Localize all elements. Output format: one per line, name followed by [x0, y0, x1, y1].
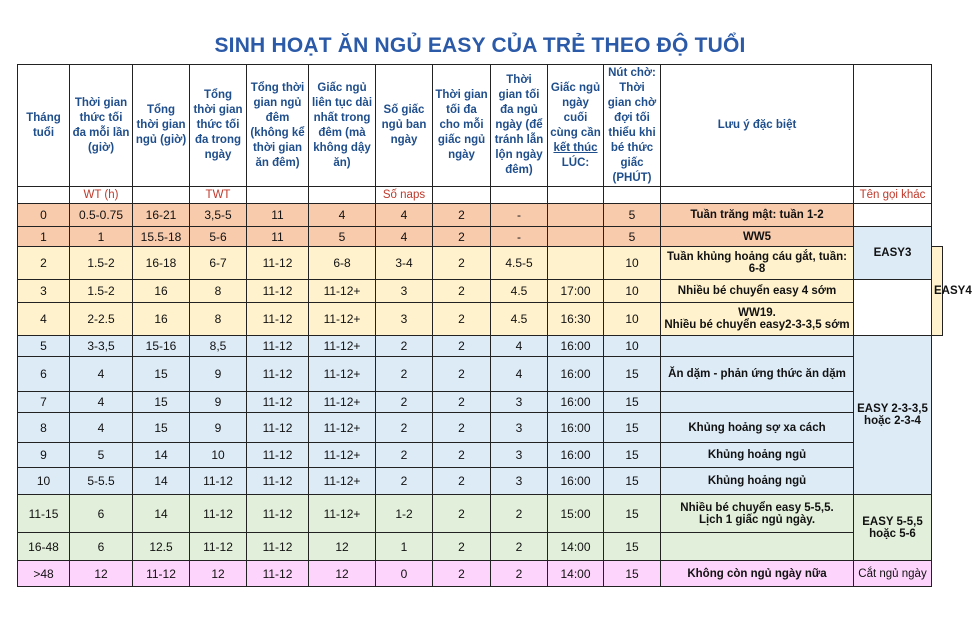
cell-alias-group: EASY4 — [932, 247, 943, 336]
cell-maxnap: 2 — [433, 280, 491, 303]
cell-twt: 8 — [190, 280, 247, 303]
cell-night: 11-12 — [247, 280, 309, 303]
cell-age: 7 — [18, 392, 70, 413]
cell-end: 14:00 — [548, 561, 604, 587]
cell-age: 9 — [18, 443, 70, 468]
cell-note: Tuần trăng mật: tuần 1-2 — [661, 204, 854, 227]
cell-night: 11-12 — [247, 336, 309, 357]
cell-end: 16:00 — [548, 336, 604, 357]
cell-sleep: 16-21 — [133, 204, 190, 227]
cell-twt: 9 — [190, 413, 247, 443]
cell-wait: 15 — [604, 533, 661, 561]
cell-maxday: 4 — [491, 336, 548, 357]
cell-maxnap: 2 — [433, 303, 491, 336]
cell-wait: 15 — [604, 413, 661, 443]
cell-note: Khủng hoảng ngủ — [661, 468, 854, 495]
label-twt: TWT — [190, 187, 247, 204]
cell-age: 2 — [18, 247, 70, 280]
cell-note: Khủng hoảng ngủ — [661, 443, 854, 468]
cell-longest: 11-12+ — [309, 303, 376, 336]
cell-alias-group: Cắt ngủ ngày — [854, 561, 932, 587]
cell-night: 11-12 — [247, 468, 309, 495]
cell-longest: 11-12+ — [309, 336, 376, 357]
cell-age: 8 — [18, 413, 70, 443]
table-row — [18, 336, 943, 357]
cell-night: 11-12 — [247, 357, 309, 392]
cell-note — [661, 336, 854, 357]
cell-night: 11-12 — [247, 443, 309, 468]
cell-end: 16:00 — [548, 357, 604, 392]
cell-note: Nhiều bé chuyển easy 4 sớm — [661, 280, 854, 303]
cell-maxnap: 2 — [433, 468, 491, 495]
cell-twt: 9 — [190, 357, 247, 392]
cell-longest: 12 — [309, 561, 376, 587]
cell-longest: 11-12+ — [309, 280, 376, 303]
cell-age: 6 — [18, 357, 70, 392]
cell-longest: 11-12+ — [309, 392, 376, 413]
cell-wait: 10 — [604, 247, 661, 280]
cell-note: Ăn dặm - phản ứng thức ăn dặm — [661, 357, 854, 392]
cell-wt: 6 — [70, 533, 133, 561]
cell-naps: 2 — [376, 392, 433, 413]
cell-maxnap: 2 — [433, 392, 491, 413]
cell-end — [548, 227, 604, 247]
cell-sleep: 15.5-18 — [133, 227, 190, 247]
cell-maxnap: 2 — [433, 336, 491, 357]
cell-maxday: - — [491, 204, 548, 227]
cell-twt: 11-12 — [190, 495, 247, 533]
cell-alias-group: EASY3 — [854, 227, 932, 280]
cell-maxday: 2 — [491, 561, 548, 587]
cell-night: 11 — [247, 227, 309, 247]
cell-maxday: 2 — [491, 495, 548, 533]
cell-twt: 8 — [190, 303, 247, 336]
cell-wait: 10 — [604, 280, 661, 303]
header-longest: Giấc ngủ liên tục dài nhất trong đêm (mà không dậy ăn) — [309, 65, 376, 187]
table-row — [18, 392, 943, 413]
cell-night: 11 — [247, 204, 309, 227]
cell-wait: 15 — [604, 468, 661, 495]
cell-wt: 5 — [70, 443, 133, 468]
cell-sleep: 14 — [133, 443, 190, 468]
cell-maxday: 4.5-5 — [491, 247, 548, 280]
header-twt: Tổng thời gian thức tối đa trong ngày — [190, 65, 247, 187]
cell-longest: 11-12+ — [309, 468, 376, 495]
cell-naps: 1-2 — [376, 495, 433, 533]
cell-note — [661, 392, 854, 413]
cell-naps: 2 — [376, 413, 433, 443]
table-row — [18, 247, 943, 280]
cell-maxday: 2 — [491, 533, 548, 561]
cell-wt: 2-2.5 — [70, 303, 133, 336]
header-sleep: Tổng thời gian ngủ (giờ) — [133, 65, 190, 187]
cell-maxnap: 2 — [433, 357, 491, 392]
cell-alias-group: EASY 2-3-3,5 hoặc 2-3-4 — [854, 336, 932, 495]
cell-age: 11-15 — [18, 495, 70, 533]
page-title: SINH HOẠT ĂN NGỦ EASY CỦA TRẺ THEO ĐỘ TUỔI — [214, 34, 746, 57]
cell-maxday: 4 — [491, 357, 548, 392]
cell-maxday: 3 — [491, 392, 548, 413]
cell-sleep: 14 — [133, 495, 190, 533]
cell-end: 16:00 — [548, 392, 604, 413]
cell-night: 11-12 — [247, 495, 309, 533]
cell-wt: 1 — [70, 227, 133, 247]
cell-naps: 4 — [376, 204, 433, 227]
cell-note: WW19. Nhiều bé chuyển easy2-3-3,5 sớm — [661, 303, 854, 336]
cell-sleep: 15 — [133, 392, 190, 413]
cell-twt: 12 — [190, 561, 247, 587]
cell-end: 17:00 — [548, 280, 604, 303]
cell-maxday: 3 — [491, 413, 548, 443]
cell-twt: 8,5 — [190, 336, 247, 357]
cell-night: 11-12 — [247, 561, 309, 587]
cell-longest: 11-12+ — [309, 495, 376, 533]
cell-end — [548, 247, 604, 280]
cell-longest: 11-12+ — [309, 413, 376, 443]
cell-age: 16-48 — [18, 533, 70, 561]
cell-maxday: 3 — [491, 443, 548, 468]
cell-note: Không còn ngủ ngày nữa — [661, 561, 854, 587]
easy-schedule-table — [17, 64, 972, 587]
table-row — [18, 533, 943, 561]
table-row — [18, 227, 943, 247]
cell-wt: 3-3,5 — [70, 336, 133, 357]
cell-alias-empty — [854, 204, 932, 227]
cell-age: 0 — [18, 204, 70, 227]
cell-note: Tuần khủng hoảng cáu gắt, tuần: 6-8 — [661, 247, 854, 280]
cell-twt: 11-12 — [190, 468, 247, 495]
cell-wait: 5 — [604, 227, 661, 247]
table-row — [18, 357, 943, 392]
header-age: Tháng tuổi — [18, 65, 70, 187]
table-row — [18, 468, 943, 495]
cell-end — [548, 204, 604, 227]
cell-alias-group: EASY 5-5,5 hoặc 5-6 — [854, 495, 932, 561]
cell-maxnap: 2 — [433, 561, 491, 587]
cell-wait: 15 — [604, 561, 661, 587]
cell-naps: 2 — [376, 357, 433, 392]
cell-twt: 3,5-5 — [190, 204, 247, 227]
cell-sleep: 16 — [133, 280, 190, 303]
cell-longest: 4 — [309, 204, 376, 227]
label-row — [18, 187, 943, 204]
table-row — [18, 413, 943, 443]
cell-sleep: 12.5 — [133, 533, 190, 561]
table-row — [18, 280, 943, 303]
cell-naps: 3-4 — [376, 247, 433, 280]
cell-sleep: 15 — [133, 357, 190, 392]
cell-note: Khủng hoảng sợ xa cách — [661, 413, 854, 443]
cell-wt: 0.5-0.75 — [70, 204, 133, 227]
cell-maxnap: 2 — [433, 443, 491, 468]
cell-twt: 11-12 — [190, 533, 247, 561]
cell-wait: 5 — [604, 204, 661, 227]
cell-wt: 4 — [70, 392, 133, 413]
cell-naps: 2 — [376, 443, 433, 468]
cell-sleep: 16-18 — [133, 247, 190, 280]
cell-naps: 2 — [376, 468, 433, 495]
cell-age: 10 — [18, 468, 70, 495]
table-row — [18, 204, 943, 227]
header-naps: Số giấc ngủ ban ngày — [376, 65, 433, 187]
cell-sleep: 15-16 — [133, 336, 190, 357]
cell-end: 16:00 — [548, 443, 604, 468]
cell-wt: 12 — [70, 561, 133, 587]
cell-naps: 3 — [376, 303, 433, 336]
header-maxnap: Thời gian tối đa cho mỗi giấc ngủ ngày — [433, 65, 491, 187]
cell-wt: 4 — [70, 357, 133, 392]
cell-note: WW5 — [661, 227, 854, 247]
cell-twt: 5-6 — [190, 227, 247, 247]
cell-maxnap: 2 — [433, 247, 491, 280]
cell-maxnap: 2 — [433, 413, 491, 443]
cell-longest: 12 — [309, 533, 376, 561]
cell-wait: 15 — [604, 495, 661, 533]
cell-note — [661, 533, 854, 561]
cell-end: 16:30 — [548, 303, 604, 336]
cell-night: 11-12 — [247, 533, 309, 561]
cell-age: 1 — [18, 227, 70, 247]
cell-wt: 6 — [70, 495, 133, 533]
cell-age: >48 — [18, 561, 70, 587]
cell-sleep: 11-12 — [133, 561, 190, 587]
cell-age: 4 — [18, 303, 70, 336]
table-row — [18, 561, 943, 587]
cell-maxday: 4.5 — [491, 303, 548, 336]
label-naps: Số naps — [376, 187, 433, 204]
cell-end: 15:00 — [548, 495, 604, 533]
cell-twt: 9 — [190, 392, 247, 413]
cell-night: 11-12 — [247, 303, 309, 336]
cell-wait: 10 — [604, 303, 661, 336]
cell-night: 11-12 — [247, 247, 309, 280]
cell-maxday: 3 — [491, 468, 548, 495]
cell-maxnap: 2 — [433, 533, 491, 561]
table-row — [18, 495, 943, 533]
cell-naps: 1 — [376, 533, 433, 561]
cell-wait: 10 — [604, 336, 661, 357]
cell-naps: 0 — [376, 561, 433, 587]
cell-night: 11-12 — [247, 413, 309, 443]
cell-naps: 2 — [376, 336, 433, 357]
header-row — [18, 65, 943, 187]
header-end: Giấc ngủ ngày cuối cùng cần kết thúc LÚC: — [548, 65, 604, 187]
cell-maxnap: 2 — [433, 227, 491, 247]
cell-longest: 11-12+ — [309, 443, 376, 468]
cell-end: 14:00 — [548, 533, 604, 561]
header-wait: Nút chờ: Thời gian chờ đợi tối thiểu khi bé thức giấc (PHÚT) — [604, 65, 661, 187]
cell-end: 16:00 — [548, 413, 604, 443]
cell-sleep: 14 — [133, 468, 190, 495]
cell-naps: 3 — [376, 280, 433, 303]
header-wt: Thời gian thức tối đa mỗi lần (giờ) — [70, 65, 133, 187]
header-notes: Lưu ý đặc biệt — [661, 65, 854, 187]
header-night: Tổng thời gian ngủ đêm (không kể thời gian ăn đêm) — [247, 65, 309, 187]
label-alias: Tên gọi khác — [854, 187, 932, 204]
cell-wait: 15 — [604, 443, 661, 468]
cell-maxnap: 2 — [433, 495, 491, 533]
cell-longest: 11-12+ — [309, 357, 376, 392]
table-row — [18, 443, 943, 468]
table-row — [18, 303, 943, 336]
cell-wt: 1.5-2 — [70, 247, 133, 280]
cell-maxnap: 2 — [433, 204, 491, 227]
cell-wt: 5-5.5 — [70, 468, 133, 495]
cell-end: 16:00 — [548, 468, 604, 495]
cell-night: 11-12 — [247, 392, 309, 413]
cell-wait: 15 — [604, 357, 661, 392]
cell-maxday: - — [491, 227, 548, 247]
header-maxday: Thời gian tối đa ngủ ngày (để tránh lẫn lộn ngày đêm) — [491, 65, 548, 187]
cell-naps: 4 — [376, 227, 433, 247]
cell-longest: 5 — [309, 227, 376, 247]
cell-age: 3 — [18, 280, 70, 303]
cell-twt: 6-7 — [190, 247, 247, 280]
cell-sleep: 15 — [133, 413, 190, 443]
cell-sleep: 16 — [133, 303, 190, 336]
cell-note: Nhiều bé chuyển easy 5-5,5. Lịch 1 giấc ngủ ngày. — [661, 495, 854, 533]
header-alias — [854, 65, 932, 187]
cell-wt: 4 — [70, 413, 133, 443]
cell-wait: 15 — [604, 392, 661, 413]
cell-maxday: 4.5 — [491, 280, 548, 303]
cell-wt: 1.5-2 — [70, 280, 133, 303]
label-wt: WT (h) — [70, 187, 133, 204]
cell-twt: 10 — [190, 443, 247, 468]
cell-longest: 6-8 — [309, 247, 376, 280]
cell-age: 5 — [18, 336, 70, 357]
